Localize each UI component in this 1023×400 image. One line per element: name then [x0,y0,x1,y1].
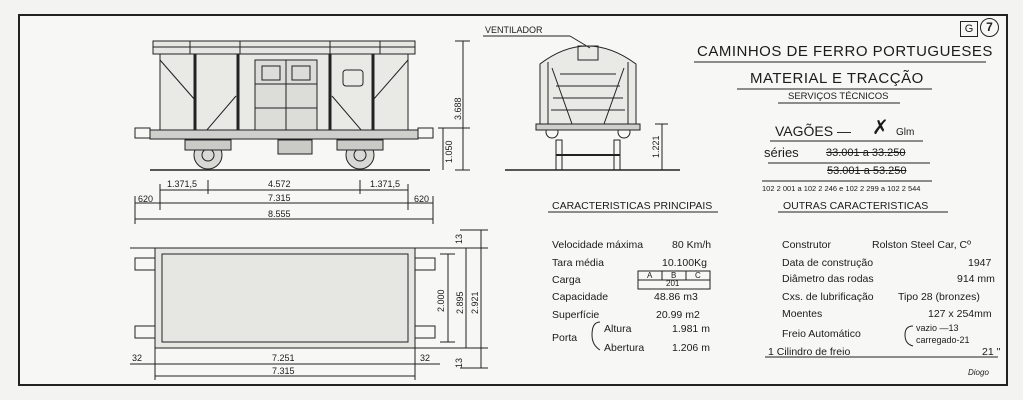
dim-plan-bottom: 13 [454,357,464,368]
moentes-label: Moentes [782,308,823,320]
tara-value: 10.100Kg [662,257,707,269]
moentes-value: 127 x 254mm [928,308,992,320]
dim-plan-inner-length: 7.251 [272,353,295,363]
abertura-value: 1.206 m [672,342,710,354]
dim-plan-outer-width: 2.921 [470,291,480,314]
superficie-value: 20.99 m2 [656,309,700,321]
dim-total: 8.555 [268,209,291,219]
cxs-label: Cxs. de lubrificação [782,291,874,303]
freio-vazio: vazio —13 [916,323,959,333]
dim-wheelbase: 4.572 [268,179,291,189]
carga-col-a: A [647,271,653,280]
superficie-label: Superfície [552,309,600,321]
series-label: séries [764,145,799,160]
data-construcao-value: 1947 [968,257,992,269]
dim-height-total: 3.688 [453,97,463,120]
tara-label: Tara média [552,257,604,269]
construtor-value: Rolston Steel Car, Cº [872,239,971,251]
construtor-label: Construtor [782,239,832,251]
dim-overhang-left: 1.371,5 [167,179,198,189]
dim-plan-inner-width: 2.000 [436,289,446,312]
carga-value: 201 [666,279,680,288]
series-old: 33.001 a 33.250 [826,147,906,159]
freio-label: Freio Automático [782,328,861,340]
capacidade-value: 48.86 m3 [654,291,698,303]
diametro-label: Diâmetro das rodas [782,273,874,285]
cxs-value: Tipo 28 (bronzes) [898,291,980,303]
freio-carregado: carregado-21 [916,335,970,345]
abertura-label: Abertura [604,342,645,354]
wagon-numbers: 102 2 001 a 102 2 246 e 102 2 299 a 102 2 544 [762,184,921,193]
diametro-value: 914 mm [957,273,995,285]
plan-view [130,230,488,380]
dim-end-height: 1.221 [651,135,661,158]
cilindro-value: 21 " [982,346,1001,358]
altura-label: Altura [604,323,632,335]
dim-plan-right: 32 [420,353,431,363]
velocidade-label: Velocidade máxima [552,239,644,251]
dim-height-floor: 1.050 [444,140,454,163]
carga-col-b: B [671,271,677,280]
dim-plan-top: 13 [454,233,464,244]
signature: Diogo [968,368,989,377]
velocidade-value: 80 Km/h [672,239,712,251]
data-construcao-label: Data de construção [782,257,874,269]
cilindro-label: 1 Cilindro de freio [768,346,851,358]
carga-label: Carga [552,274,581,286]
capacidade-label: Capacidade [552,291,609,303]
sheet-number: 7 [980,18,999,37]
department-title: MATERIAL E TRACÇÃO [750,70,924,87]
wagon-code: Glm [896,127,915,138]
altura-value: 1.981 m [672,323,710,335]
dim-plan-width: 2.895 [455,291,465,314]
outras-heading: OUTRAS CARACTERISTICAS [783,200,929,212]
carga-col-c: C [695,271,701,280]
ventilador-label: VENTILADOR [485,25,543,35]
wagon-symbol-icon: ✗ [872,117,889,139]
wagon-label: VAGÕES — [775,123,851,139]
dim-overhang-right: 1.371,5 [370,179,401,189]
principais-heading: CARACTERISTICAS PRINCIPAIS [552,200,713,212]
porta-label: Porta [552,332,578,344]
sheet-badge: G [960,21,978,37]
dim-buffer-left: 620 [138,194,154,204]
dim-plan-left: 32 [132,353,143,363]
railway-title: CAMINHOS DE FERRO PORTUGUESES [697,43,993,60]
dim-body: 7.315 [268,193,291,203]
dim-plan-length: 7.315 [272,366,295,376]
dim-buffer-right: 620 [414,194,430,204]
series-new: 53.001 a 53.250 [827,165,907,177]
service-title: SERVIÇOS TÉCNICOS [788,91,889,102]
